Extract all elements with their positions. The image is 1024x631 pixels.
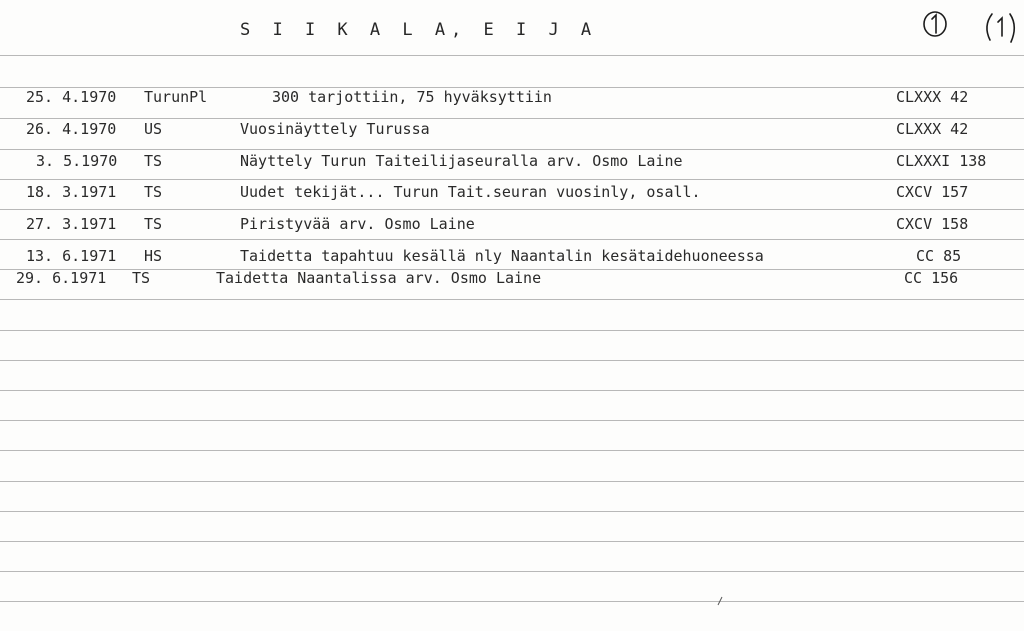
card-rule bbox=[0, 450, 1024, 451]
card-rule bbox=[0, 179, 1024, 180]
card-rule bbox=[0, 330, 1024, 331]
entry-source: TS bbox=[132, 269, 151, 287]
card-rule bbox=[0, 601, 1024, 602]
card-rule bbox=[0, 299, 1024, 300]
card-heading: S I I K A L A, E I J A bbox=[240, 20, 598, 40]
entry-source: TurunPl bbox=[144, 88, 208, 106]
entry-source: TS bbox=[144, 215, 163, 233]
entry-text: Piristyvää arv. Osmo Laine bbox=[240, 215, 475, 233]
entry-text: Näyttely Turun Taiteilijaseuralla arv. Osmo Laine bbox=[240, 152, 683, 170]
entry-ref: CXCV 158 bbox=[896, 215, 969, 233]
card-rule bbox=[0, 511, 1024, 512]
card-rule bbox=[0, 118, 1024, 119]
entry-source: TS bbox=[144, 152, 163, 170]
card-entry bbox=[0, 269, 1024, 291]
entry-source: TS bbox=[144, 183, 163, 201]
card-entry bbox=[0, 120, 1024, 142]
card-rule bbox=[0, 481, 1024, 482]
entry-date: 13. 6.1971 bbox=[26, 247, 117, 265]
entry-text: 300 tarjottiin, 75 hyväksyttiin bbox=[272, 88, 552, 106]
card-rule bbox=[0, 149, 1024, 150]
card-rule bbox=[0, 571, 1024, 572]
card-entry bbox=[0, 152, 1024, 174]
entry-date: 26. 4.1970 bbox=[26, 120, 117, 138]
card-rule bbox=[0, 541, 1024, 542]
handwritten-marks bbox=[920, 6, 1020, 46]
card-rule bbox=[0, 55, 1024, 56]
card-entry bbox=[0, 215, 1024, 237]
entry-date: 25. 4.1970 bbox=[26, 88, 117, 106]
entry-text: Uudet tekijät... Turun Tait.seuran vuosinly, osall. bbox=[240, 183, 701, 201]
card-entry bbox=[0, 247, 1024, 269]
entry-ref: CLXXX 42 bbox=[896, 88, 969, 106]
entry-ref: CXCV 157 bbox=[896, 183, 969, 201]
entry-date: 18. 3.1971 bbox=[26, 183, 117, 201]
card-rule bbox=[0, 420, 1024, 421]
card-rule bbox=[0, 239, 1024, 240]
card-entry bbox=[0, 88, 1024, 110]
card-rule bbox=[0, 360, 1024, 361]
entry-text: Taidetta Naantalissa arv. Osmo Laine bbox=[216, 269, 542, 287]
entry-source: HS bbox=[144, 247, 163, 265]
entry-text: Taidetta tapahtuu kesällä nly Naantalin kesätaidehuoneessa bbox=[240, 247, 764, 265]
pen-mark bbox=[716, 596, 724, 606]
entry-ref: CC 85 bbox=[916, 247, 962, 265]
card-rule bbox=[0, 390, 1024, 391]
entry-source: US bbox=[144, 120, 163, 138]
card-entry bbox=[0, 183, 1024, 205]
entry-ref: CLXXX 42 bbox=[896, 120, 969, 138]
entry-ref: CLXXXI 138 bbox=[896, 152, 987, 170]
card-rule bbox=[0, 209, 1024, 210]
entry-ref: CC 156 bbox=[904, 269, 959, 287]
entry-text: Vuosinäyttely Turussa bbox=[240, 120, 430, 138]
entry-date: 3. 5.1970 bbox=[36, 152, 118, 170]
entry-date: 29. 6.1971 bbox=[16, 269, 107, 287]
entry-date: 27. 3.1971 bbox=[26, 215, 117, 233]
